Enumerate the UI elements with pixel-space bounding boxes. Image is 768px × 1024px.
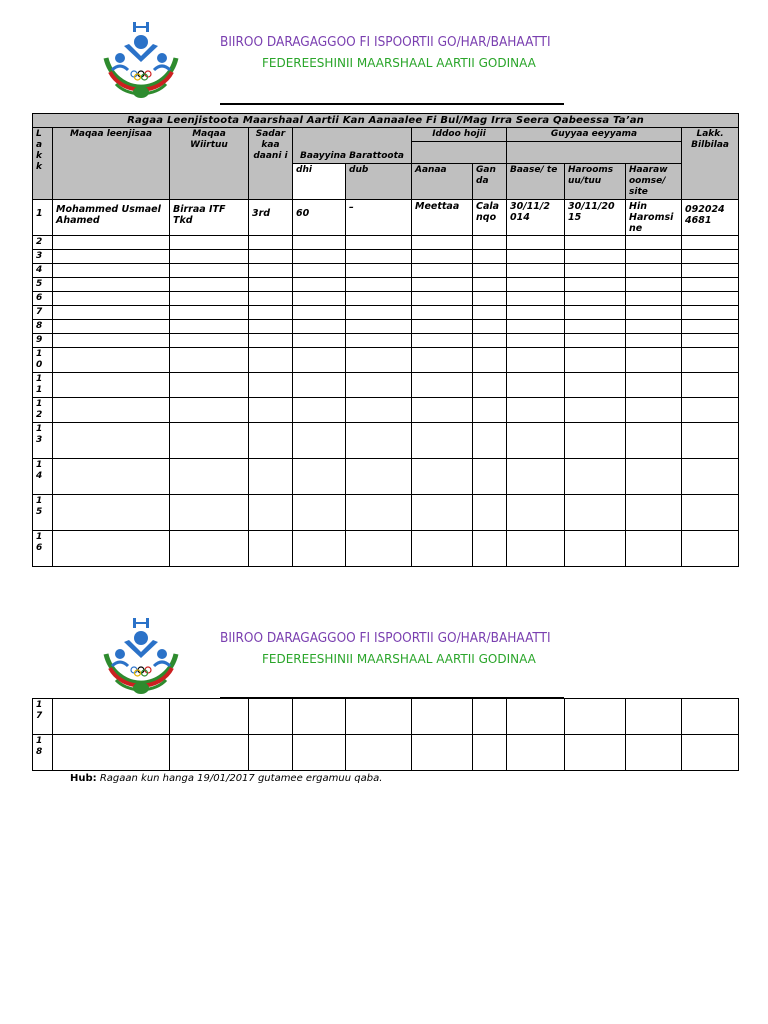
row-no: 1 0 (33, 348, 53, 373)
row-start: 30/11/2 014 (507, 200, 565, 236)
row-renew: Hin Haromsi ne (626, 200, 682, 236)
table-row (33, 292, 739, 306)
table-caption: Ragaa Leenjistoota Maarshaal Aartii Kan Aanaalee Fi Bul/Mag Irra Seera Qabeessa Ta’an (33, 114, 739, 128)
col-header-no: L a k k (33, 128, 53, 200)
row-no: 5 (33, 278, 53, 292)
row-male: 60 (293, 200, 346, 236)
bureau-title: BIIROO DARAGAGGOO FI ISPOORTII GO/HAR/BAHAATTI (220, 630, 551, 646)
federation-logo-icon (98, 614, 184, 702)
col-header-permit-label: Guyyaa eeyyama (507, 128, 681, 142)
col-header-name: Maqaa leenjisaa (53, 128, 170, 200)
table-row (33, 320, 739, 334)
table-row (33, 264, 739, 278)
col-header-place-label: Iddoo hojii (412, 128, 506, 142)
registration-table (32, 113, 739, 567)
row-no: 1 6 (33, 531, 53, 567)
col-header-club: Maqaa Wiirtuu (170, 128, 249, 200)
footnote (70, 773, 382, 784)
row-no: 1 3 (33, 423, 53, 459)
row-no: 4 (33, 264, 53, 278)
col-header-count-female: dub (346, 164, 412, 200)
table-row (33, 373, 739, 398)
footnote-label: Hub: (70, 773, 97, 784)
col-header-phone: Lakk. Bilbilaa (682, 128, 739, 200)
table-row (33, 699, 739, 735)
col-header-count: Baayyina Barattoota (293, 128, 412, 164)
col-header-permit-end: Harooms uu/tuu (565, 164, 626, 200)
row-no: 1 2 (33, 398, 53, 423)
col-header-permit-renew: Haaraw oomse/ site (626, 164, 682, 200)
table-row (33, 495, 739, 531)
row-no: 1 1 (33, 373, 53, 398)
col-header-town: Gan da (473, 164, 507, 200)
row-phone: 092024 4681 (682, 200, 739, 236)
row-no: 1 5 (33, 495, 53, 531)
footnote-text: Ragaan kun hanga 19/01/2017 gutamee ergamuu qaba. (99, 773, 383, 784)
page-header (0, 18, 768, 108)
registration-table-continued (32, 698, 739, 771)
table-row (33, 348, 739, 373)
row-no: 1 8 (33, 735, 53, 771)
table-row (33, 200, 739, 236)
federation-logo-icon (98, 18, 184, 106)
col-header-permit (507, 128, 682, 164)
row-end: 30/11/20 15 (565, 200, 626, 236)
table-row (33, 423, 739, 459)
page-header-2 (0, 614, 768, 704)
col-header-place (412, 128, 507, 164)
row-district: Meettaa (412, 200, 473, 236)
row-no: 8 (33, 320, 53, 334)
table-row (33, 531, 739, 567)
table-row (33, 459, 739, 495)
table-row (33, 236, 739, 250)
col-header-count-male: dhi (293, 164, 346, 200)
table-row (33, 735, 739, 771)
header-rule (220, 103, 564, 105)
row-town: Cala nqo (473, 200, 507, 236)
bureau-title: BIIROO DARAGAGGOO FI ISPOORTII GO/HAR/BAHAATTI (220, 34, 551, 50)
row-no: 1 (33, 200, 53, 236)
federation-subtitle: FEDEREESHINII MAARSHAAL AARTII GODINAA (262, 652, 536, 666)
table-row (33, 306, 739, 320)
row-no: 2 (33, 236, 53, 250)
row-level: 3rd (249, 200, 293, 236)
row-no: 1 4 (33, 459, 53, 495)
table-row (33, 334, 739, 348)
row-female: – (346, 200, 412, 236)
row-no: 3 (33, 250, 53, 264)
row-no: 6 (33, 292, 53, 306)
table-row (33, 398, 739, 423)
col-header-level: Sadar kaa daani i (249, 128, 293, 200)
row-no: 1 7 (33, 699, 53, 735)
row-club: Birraa ITF Tkd (170, 200, 249, 236)
row-no: 9 (33, 334, 53, 348)
federation-subtitle: FEDEREESHINII MAARSHAAL AARTII GODINAA (262, 56, 536, 70)
col-header-permit-start: Baase/ te (507, 164, 565, 200)
table-row (33, 250, 739, 264)
row-no: 7 (33, 306, 53, 320)
table-row (33, 278, 739, 292)
row-name: Mohammed Usmael Ahamed (53, 200, 170, 236)
col-header-district: Aanaa (412, 164, 473, 200)
